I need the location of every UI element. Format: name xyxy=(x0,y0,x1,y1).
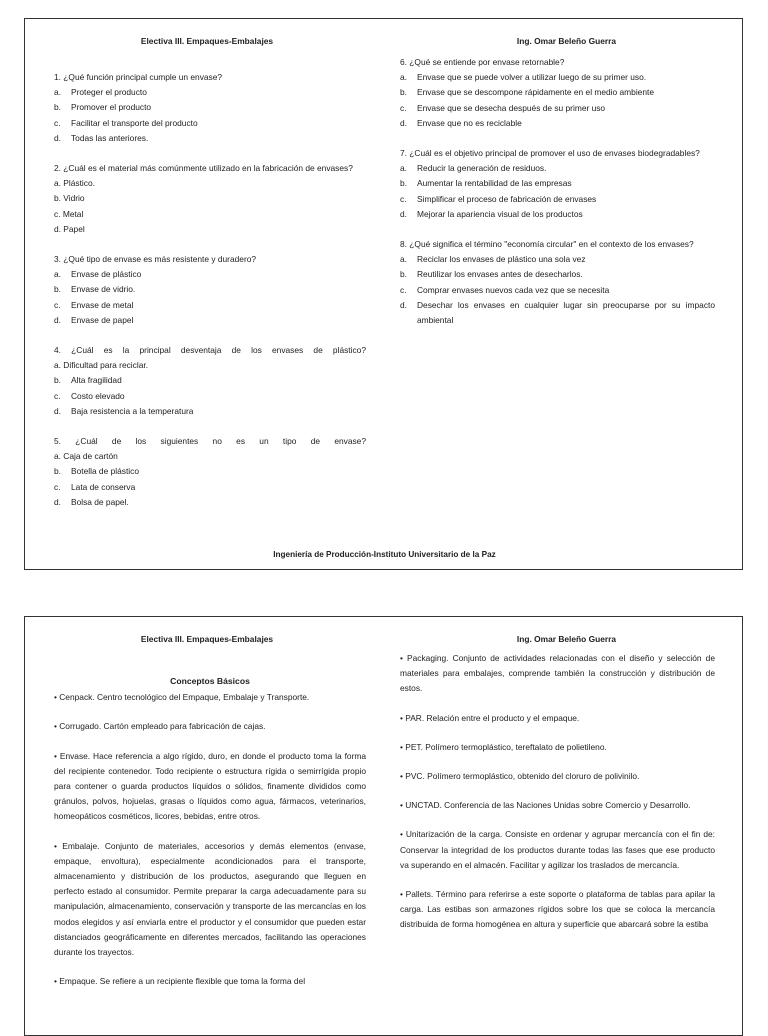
question-4 xyxy=(54,343,366,419)
page-footer: Ingeniería de Producción-Instituto Universitario de la Paz xyxy=(273,550,496,559)
question-text: 8. ¿Qué significa el término "economía circular" en el contexto de los envases? xyxy=(400,239,694,250)
answer-option: c. Metal xyxy=(54,208,84,219)
section-title: Conceptos Básicos xyxy=(170,676,250,686)
answer-option: d. Envase que no es reciclable xyxy=(400,117,522,128)
concept-paragraph: • Corrugado. Cartón empleado para fabricación de cajas. xyxy=(54,721,266,732)
answer-option: c. Simplificar el proceso de fabricación de envases xyxy=(400,193,597,204)
answer-option: b. Vidrio xyxy=(54,193,85,204)
answer-option: a. Dificultad para reciclar. xyxy=(54,360,149,371)
answer-option: a. Envase que se puede volver a utilizar luego de su primer uso. xyxy=(400,72,647,83)
question-5 xyxy=(54,434,366,510)
left-concepts-column xyxy=(54,674,366,989)
answer-option: b. Aumentar la rentabilidad de las empresas xyxy=(400,178,572,189)
answer-option: d. Mejorar la apariencia visual de los productos xyxy=(400,208,583,219)
question-3 xyxy=(54,252,366,328)
concept-paragraph: • Cenpack. Centro tecnológico del Empaque, Embalaje y Transporte. xyxy=(54,692,310,703)
question-text: 4. ¿Cuál es la principal desventaja de los envases de plástico? xyxy=(54,345,366,356)
concept-paragraph: • PET. Polímero termoplástico, tereftalato de polietileno. xyxy=(400,741,607,752)
left-question-column xyxy=(54,70,366,510)
right-concepts-column xyxy=(400,651,715,933)
answer-option: b. Envase de vidrio. xyxy=(54,284,136,295)
concept-paragraph: • Empaque. Se refiere a un recipiente flexible que toma la forma del xyxy=(54,976,306,987)
right-question-column xyxy=(400,55,715,328)
quiz-page xyxy=(24,18,743,570)
concept-paragraph: • Packaging. Conjunto de actividades relacionadas con el diseño y selección de materiales para embalajes, comprende también la construcción y distribución de estos. xyxy=(400,653,715,694)
answer-option: d. Baja resistencia a la temperatura xyxy=(54,405,194,416)
answer-option: b. Alta fragilidad xyxy=(54,375,122,386)
answer-option: c. Envase de metal xyxy=(54,299,134,310)
answer-option: d. Todas las anteriores. xyxy=(54,132,149,143)
concept-paragraph: • Pallets. Término para referirse a este soporte o plataforma de tablas para apilar la carga. Las estibas son armazones rígidos sobre los que se coloca la mercancía distribuida de forma homogénea en altura y superficie que abarcará sobre la estiba xyxy=(400,889,715,930)
answer-option: c. Envase que se desecha después de su primer uso xyxy=(400,102,606,113)
question-2 xyxy=(54,161,366,237)
concept-paragraph: • PVC. Polímero termoplástico, obtenido del cloruro de polivinilo. xyxy=(400,771,640,782)
question-7 xyxy=(400,146,715,222)
answer-option: a. Proteger el producto xyxy=(54,87,147,98)
answer-option: c. Costo elevado xyxy=(54,390,125,401)
answer-option: b. Botella de plástico xyxy=(54,466,139,477)
answer-option: d. Papel xyxy=(54,223,85,234)
concepts-page xyxy=(24,616,743,1036)
question-1 xyxy=(54,70,366,146)
answer-option: a. Caja de cartón xyxy=(54,451,118,462)
answer-option: d. Envase de papel xyxy=(54,314,134,325)
concept-paragraph: • PAR. Relación entre el producto y el empaque. xyxy=(400,712,580,723)
question-text: 2. ¿Cuál es el material más comúnmente utilizado en la fabricación de envases? xyxy=(54,163,353,174)
answer-option: a. Envase de plástico xyxy=(54,269,142,280)
answer-option: c. Facilitar el transporte del producto xyxy=(54,117,198,128)
question-text: 1. ¿Qué función principal cumple un envase? xyxy=(54,72,223,82)
course-title-header: Electiva III. Empaques-Embalajes xyxy=(140,36,274,46)
answer-option: d. Desechar los envases en cualquier lugar sin preocuparse por su impacto ambiental xyxy=(400,299,715,326)
answer-option: c. Comprar envases nuevos cada vez que se necesita xyxy=(400,284,610,295)
course-title-header: Electiva III. Empaques-Embalajes xyxy=(140,634,274,644)
answer-option: a. Reducir la generación de residuos. xyxy=(400,163,547,174)
question-text: 7. ¿Cuál es el objetivo principal de promover el uso de envases biodegradables? xyxy=(400,148,700,159)
concept-paragraph: • Unitarización de la carga. Consiste en ordenar y agrupar mercancía con el fin de: Conservar la integridad de los productos durante todas las fases que ese producto va superando en el almacén. Facilitar y agilizar los traslados de mercancía. xyxy=(400,829,715,870)
question-8 xyxy=(400,237,715,328)
answer-option: b. Envase que se descompone rápidamente en el medio ambiente xyxy=(400,87,654,98)
answer-option: a. Reciclar los envases de plástico una sola vez xyxy=(400,254,586,265)
answer-option: c. Lata de conserva xyxy=(54,481,136,492)
question-text: 6. ¿Qué se entiende por envase retornable? xyxy=(400,57,565,67)
concept-paragraph: • Embalaje. Conjunto de materiales, accesorios y demás elementos (envase, empaque, envoltura), especialmente acondicionados para el transporte, almacenamiento y distribución de los productos, asegurando que lleguen en perfecto estado al consumidor. Permite preparar la carga adecuadamente para su manipulación, almacenamiento, conservación y transporte de las mercancías en los modos elegidos y así enviarla entre el productor y el consumidor que pueden estar distanciados geográficamente en diferentes mercados, facilitando las operaciones durante los trayectos. xyxy=(54,840,366,958)
answer-option: a. Plástico. xyxy=(54,178,95,189)
instructor-header: Ing. Omar Beleño Guerra xyxy=(516,634,617,644)
question-6 xyxy=(400,55,715,131)
concept-paragraph: • UNCTAD. Conferencia de las Naciones Unidas sobre Comercio y Desarrollo. xyxy=(400,800,691,811)
answer-option: d. Bolsa de papel. xyxy=(54,496,129,507)
answer-option: b. Reutilizar los envases antes de desecharlos. xyxy=(400,269,583,280)
question-text: 3. ¿Qué tipo de envase es más resistente y duradero? xyxy=(54,254,257,265)
concept-paragraph: • Envase. Hace referencia a algo rígido, duro, en donde el producto toma la forma del recipiente contenedor. Todo recipiente o estructura rígida o semirrígida propio para contener o guarda productos líquidos o sólidos, finamente divididos como gránulos, polvos, hojuelas, grasas o líquidos como agua, fármacos, veterinarios, homeopáticos cosméticos, licores, bebidas, entre otros. xyxy=(54,750,366,822)
question-text: 5. ¿Cuál de los siguientes no es un tipo de envase? xyxy=(54,436,366,447)
instructor-header: Ing. Omar Beleño Guerra xyxy=(516,36,617,46)
answer-option: b. Promover el producto xyxy=(54,102,152,113)
